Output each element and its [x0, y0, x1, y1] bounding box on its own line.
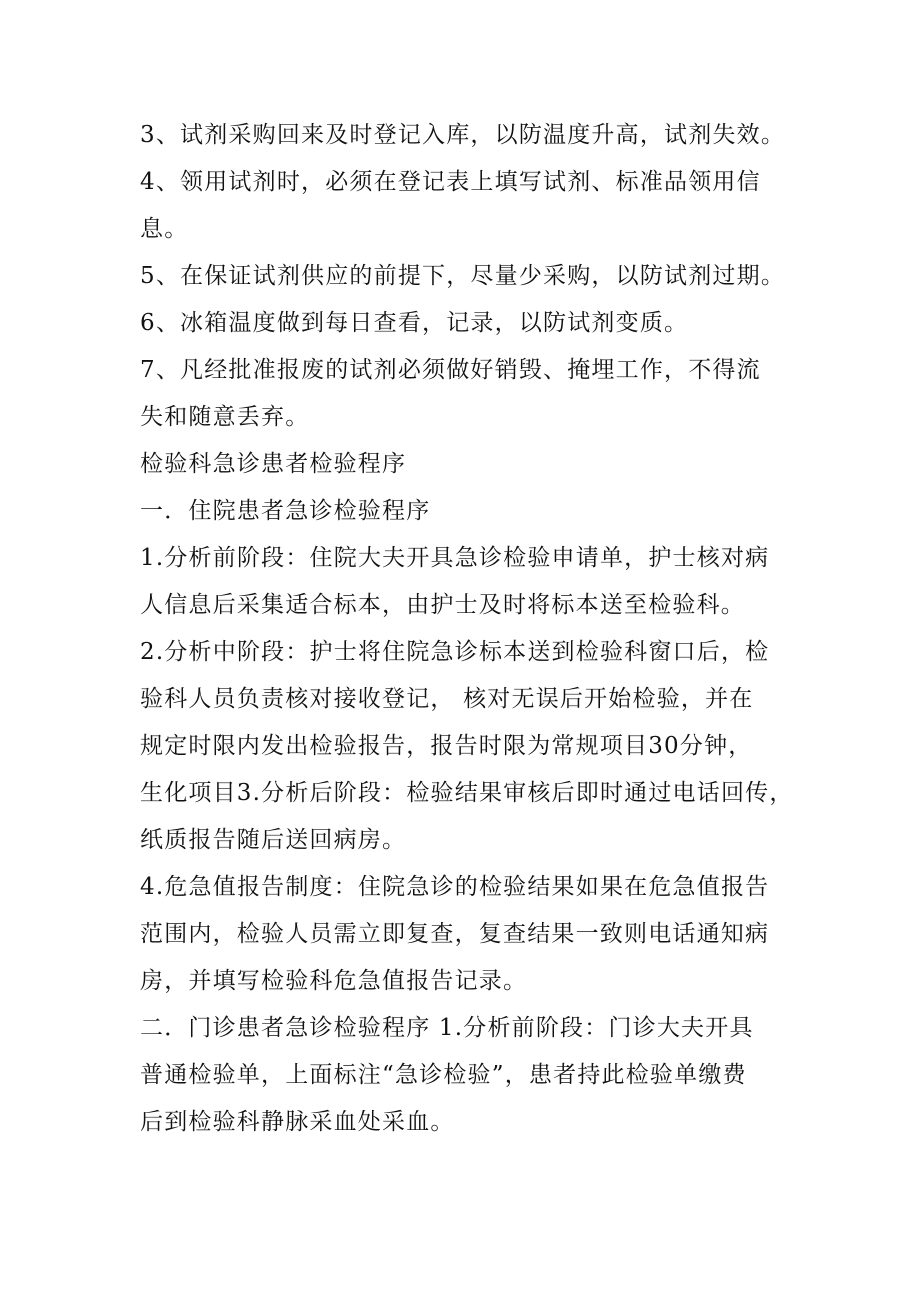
text-line-pre-analysis-cont: 人信息后采集适合标本，由护士及时将标本送至检验科。	[140, 592, 745, 618]
text-line-critical-value: 4.危急值报告制度：住院急诊的检验结果如果在危急值报告	[140, 874, 770, 900]
subsection-heading-outpatient: 二．门诊患者急诊检验程序 1.分析前阶段：门诊大夫开具	[140, 1015, 754, 1041]
text-line-analysis: 2.分析中阶段：护士将住院急诊标本送到检验科窗口后，检	[140, 639, 770, 665]
text-line-pre-analysis: 1.分析前阶段：住院大夫开具急诊检验申请单，护士核对病	[140, 545, 770, 571]
text-line-post-analysis-cont: 纸质报告随后送回病房。	[140, 827, 407, 853]
text-line-analysis-cont-2: 规定时限内发出检验报告，报告时限为常规项目30分钟，	[140, 733, 753, 759]
text-line-item-7: 7、凡经批准报废的试剂必须做好销毁、掩埋工作，不得流	[140, 357, 761, 383]
subsection-heading-inpatient: 一．住院患者急诊检验程序	[140, 498, 431, 524]
section-heading: 检验科急诊患者检验程序	[140, 451, 407, 477]
text-line-outpatient-cont-1: 普通检验单，上面标注“急诊检验”，患者持此检验单缴费	[140, 1062, 747, 1088]
text-line-item-6: 6、冰箱温度做到每日查看，记录，以防试剂变质。	[140, 310, 689, 336]
text-line-item-4-cont: 息。	[140, 216, 189, 242]
text-line-critical-value-cont-2: 房，并填写检验科危急值报告记录。	[140, 968, 528, 994]
text-line-critical-value-cont-1: 范围内，检验人员需立即复查，复查结果一致则电话通知病	[140, 921, 770, 947]
text-line-item-3: 3、试剂采购回来及时登记入库，以防温度升高，试剂失效。	[140, 122, 786, 148]
document-body	[140, 112, 800, 1146]
text-line-post-analysis: 生化项目3.分析后阶段：检验结果审核后即时通过电话回传，	[140, 780, 794, 806]
text-line-outpatient-cont-2: 后到检验科静脉采血处采血。	[140, 1109, 455, 1135]
text-line-item-4: 4、领用试剂时，必须在登记表上填写试剂、标准品领用信	[140, 169, 761, 195]
text-line-item-5: 5、在保证试剂供应的前提下，尽量少采购，以防试剂过期。	[140, 263, 786, 289]
text-line-analysis-cont-1: 验科人员负责核对接收登记， 核对无误后开始检验，并在	[140, 686, 754, 712]
text-line-item-7-cont: 失和随意丢弃。	[140, 404, 310, 430]
